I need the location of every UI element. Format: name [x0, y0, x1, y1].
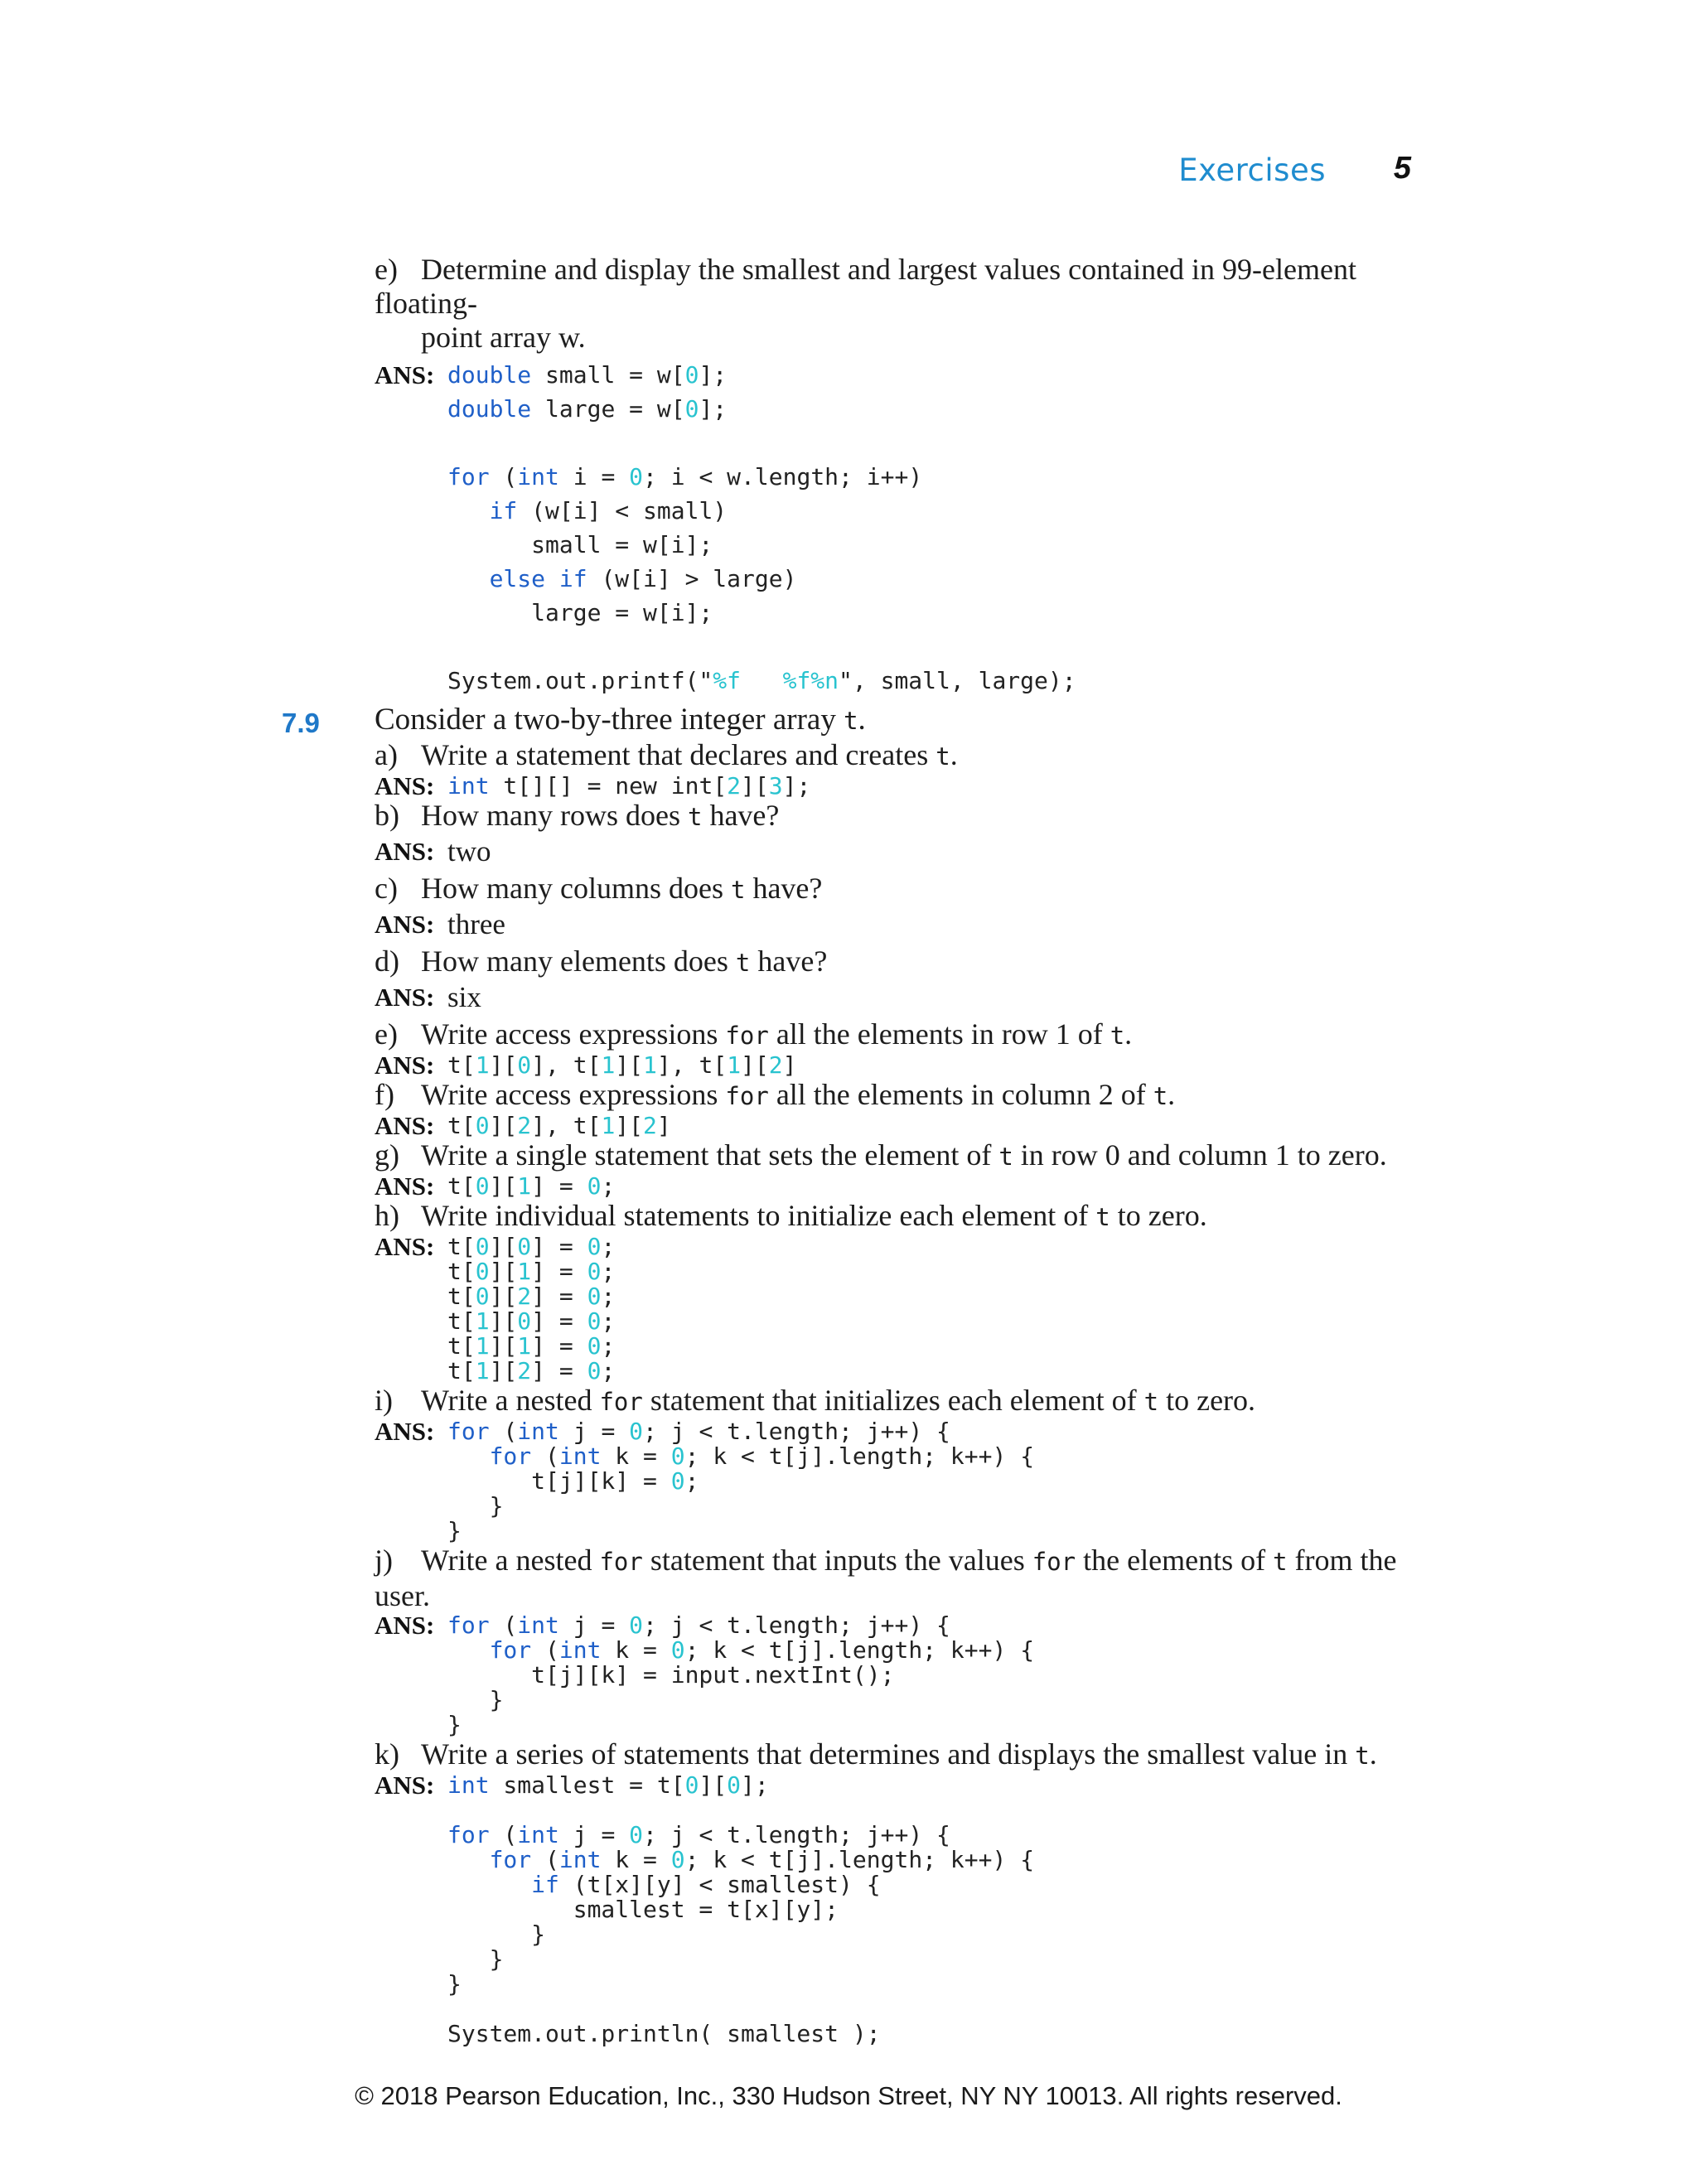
- ans-label: ANS:: [375, 1771, 435, 1800]
- part-prompt: Write access expressions for all the elements in row 1 of t.: [421, 1017, 1133, 1051]
- answer-code: int smallest = t[0][0]; for (int j = 0; j < t.length; j++) { for (int k = 0; k < t[j].length; k++) { if (t[x][y] < smallest) { smallest = t[x][y]; } } } System.out.println( smallest );: [447, 1771, 1035, 2047]
- part-j: [375, 1544, 1427, 1737]
- part-f: [375, 1078, 1427, 1138]
- answer-code: int t[][] = new int[2][3];: [447, 772, 811, 800]
- part-prompt: How many columns does t have?: [421, 872, 823, 905]
- answer-text: six: [447, 981, 481, 1013]
- ans-label: ANS:: [375, 1611, 435, 1640]
- part-e: [375, 1017, 1427, 1078]
- exercise-intro: Consider a two-by-three integer array t.: [375, 703, 866, 737]
- part-k: [375, 1737, 1427, 2046]
- part-label: b): [375, 799, 399, 832]
- answer-code: t[1][0], t[1][1], t[1][2]: [447, 1051, 797, 1079]
- part-d: [375, 945, 1427, 1014]
- part-label: i): [375, 1384, 393, 1417]
- exercise-7-9: [375, 703, 1427, 2046]
- ans-label: ANS:: [375, 910, 435, 939]
- running-head: [0, 152, 1697, 194]
- part-h: [375, 1199, 1427, 1384]
- part-label: e): [375, 253, 398, 286]
- answer: [375, 834, 1427, 868]
- answer: [375, 771, 1427, 800]
- answer-code: t[0][1] = 0;: [447, 1172, 616, 1200]
- answer: [375, 1174, 1427, 1199]
- part-prompt: How many rows does t have?: [421, 799, 780, 832]
- part-i: [375, 1384, 1427, 1544]
- part-g: [375, 1138, 1427, 1199]
- part-prompt: Write a statement that declares and creates t.: [421, 738, 958, 771]
- part-prompt: Write access expressions for all the elements in column 2 of t.: [421, 1078, 1176, 1111]
- answer: [375, 358, 1427, 698]
- content: [375, 253, 1427, 2046]
- part-prompt: Write a nested for statement that initializes each element of t to zero.: [421, 1384, 1256, 1417]
- part-label: f): [375, 1078, 394, 1111]
- part-prompt: Write individual statements to initialize each element of t to zero.: [421, 1199, 1207, 1232]
- ans-label: ANS:: [375, 983, 435, 1012]
- prompt-line-2: point array w.: [421, 321, 586, 354]
- ans-label: ANS:: [375, 837, 435, 866]
- page-number: 5: [1393, 151, 1411, 186]
- ans-label: ANS:: [375, 1417, 435, 1446]
- answer: [375, 1053, 1427, 1078]
- part-e-prev: [375, 253, 1427, 698]
- part-label: c): [375, 872, 398, 905]
- ans-label: ANS:: [375, 1232, 435, 1261]
- answer-code: for (int j = 0; j < t.length; j++) { for (int k = 0; k < t[j].length; k++) { t[j][k] = input.nextInt(); } }: [447, 1611, 1035, 1738]
- part-a: [375, 738, 1427, 799]
- part-label: a): [375, 738, 398, 771]
- part-c: [375, 872, 1427, 941]
- part-prompt: How many elements does t have?: [421, 945, 828, 978]
- part-prompt: Write a nested for statement that inputs the values for the elements of t from the user.: [375, 1544, 1397, 1612]
- part-label: e): [375, 1017, 398, 1051]
- footer-copyright: © 2018 Pearson Education, Inc., 330 Hudson Street, NY NY 10013. All rights reserved.: [355, 2081, 1342, 2110]
- answer: [375, 980, 1427, 1014]
- part-label: j): [375, 1544, 393, 1577]
- part-label: k): [375, 1737, 399, 1771]
- prompt-line-1: Determine and display the smallest and largest values contained in 99-element floating-: [375, 253, 1356, 320]
- answer-text: three: [447, 908, 505, 940]
- part-prompt: Write a single statement that sets the element of t in row 0 and column 1 to zero.: [421, 1138, 1387, 1172]
- answer: [375, 907, 1427, 941]
- ans-label: ANS:: [375, 1172, 435, 1201]
- answer: [375, 1419, 1427, 1544]
- part-prompt: Write a series of statements that determines and displays the smallest value in t.: [421, 1737, 1377, 1771]
- part-label: g): [375, 1138, 399, 1172]
- answer: [375, 1111, 1427, 1140]
- answer-code: double small = w[0]; double large = w[0]; for (int i = 0; i < w.length; i++) if (w[i] < small) small = w[i]; else if (w[i] > large) large = w[i]; System.out.printf("%f %f%n", small, large);: [447, 361, 1076, 694]
- answer-code: for (int j = 0; j < t.length; j++) { for (int k = 0; k < t[j].length; k++) { t[j][k] = 0; } }: [447, 1418, 1035, 1544]
- exercise-number: 7.9: [282, 708, 320, 738]
- answer-code: t[0][2], t[1][2]: [447, 1112, 671, 1139]
- answer-text: two: [447, 835, 491, 867]
- ans-label: ANS:: [375, 1051, 435, 1080]
- answer: [375, 1613, 1427, 1737]
- ans-label: ANS:: [375, 360, 435, 389]
- section-title: Exercises: [1178, 152, 1326, 188]
- part-prompt: [375, 253, 1427, 355]
- part-label: h): [375, 1199, 399, 1232]
- ans-label: ANS:: [375, 771, 435, 800]
- answer: [375, 1773, 1427, 2046]
- ans-label: ANS:: [375, 1111, 435, 1140]
- answer: [375, 1232, 1427, 1384]
- answer-code: t[0][0] = 0; t[0][1] = 0; t[0][2] = 0; t[1][0] = 0; t[1][1] = 0; t[1][2] = 0;: [447, 1233, 616, 1384]
- part-label: d): [375, 945, 399, 978]
- part-b: [375, 799, 1427, 868]
